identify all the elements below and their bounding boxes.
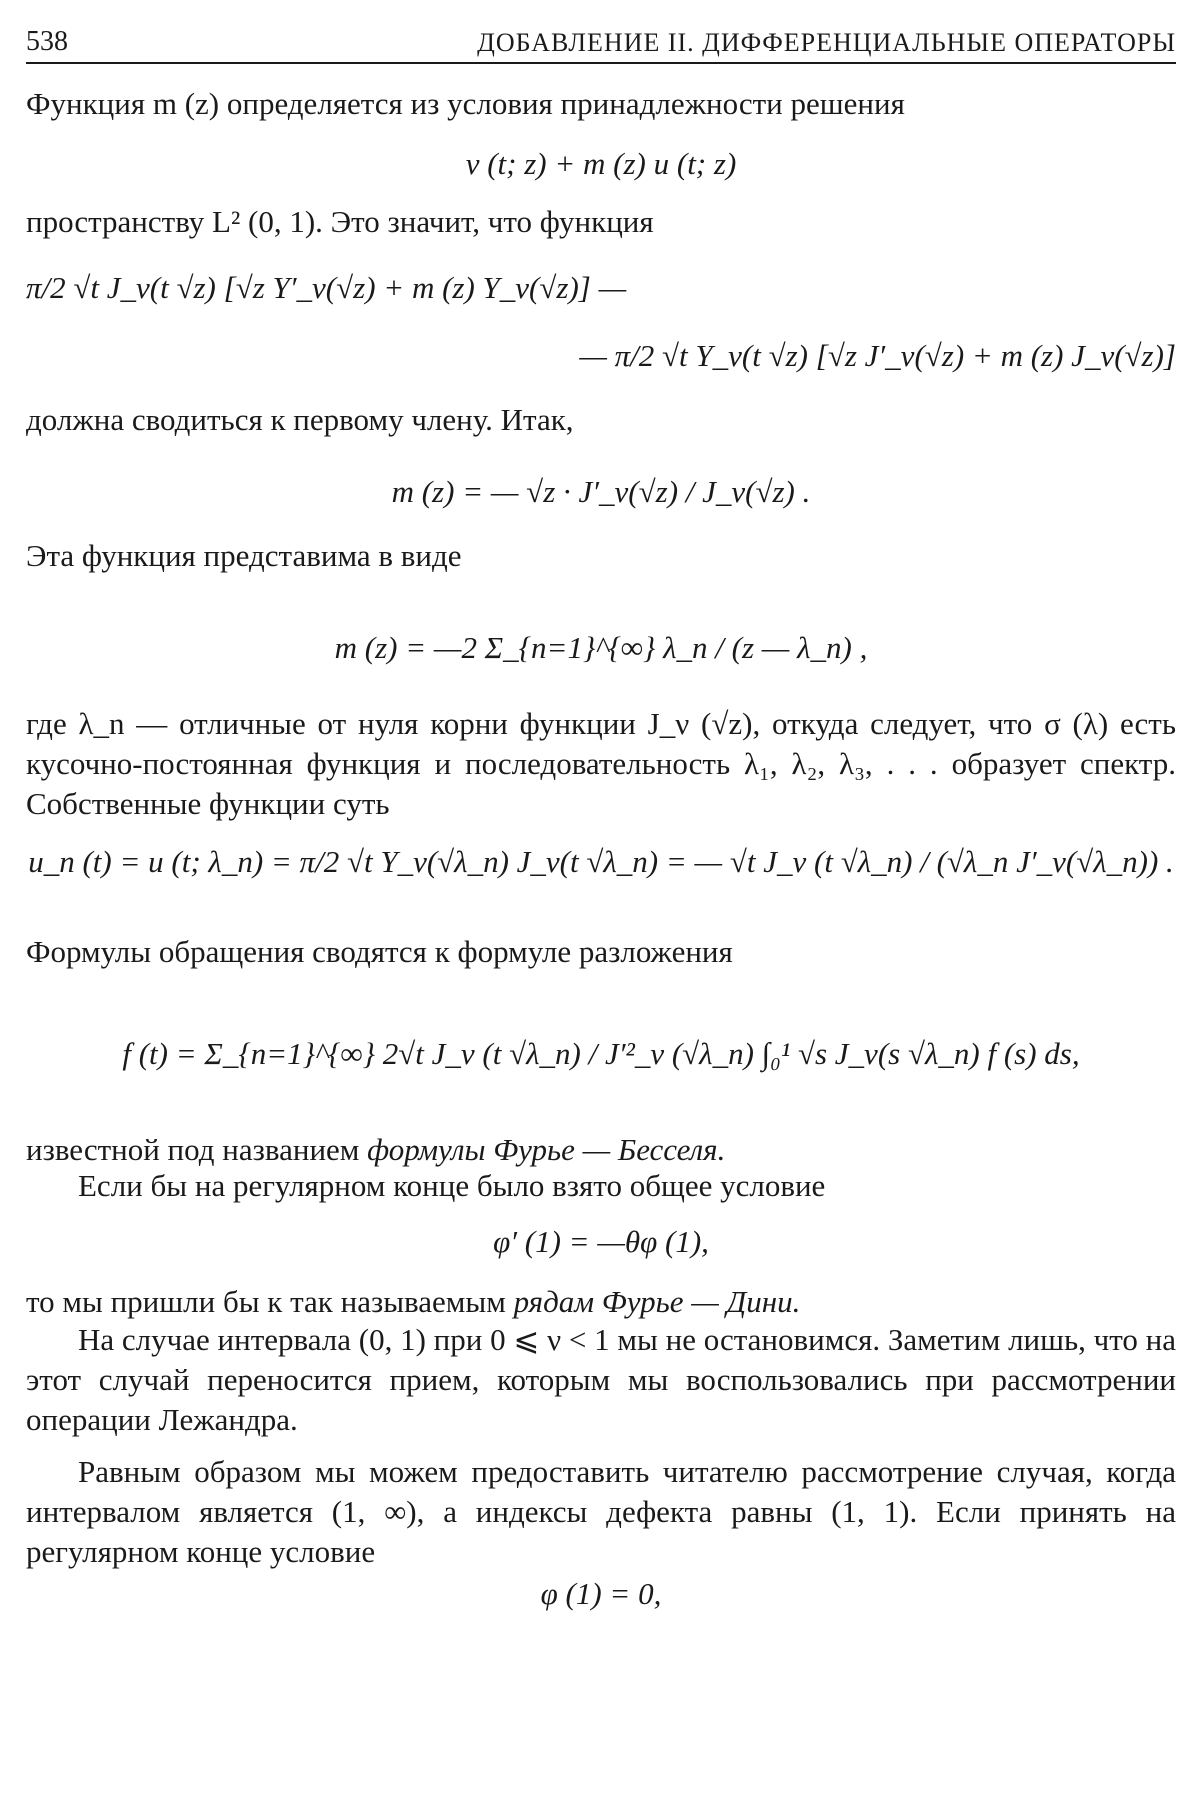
equation-1: v (t; z) + m (z) u (t; z) xyxy=(465,146,737,181)
term-fourier-bessel: формулы Фурье — Бесселя. xyxy=(367,1132,726,1167)
equation-8: φ (1) = 0, xyxy=(540,1576,662,1611)
equation-3: m (z) = — √z · J′_ν(√z) / J_ν(√z) . xyxy=(391,474,811,509)
paragraph-2: пространству L² (0, 1). Это значит, что функция xyxy=(26,204,654,239)
paragraph-4: Эта функция представима в виде xyxy=(26,538,462,573)
page-number: 538 xyxy=(26,26,68,57)
paragraph-10: На случае интервала (0, 1) при 0 ⩽ ν < 1 мы не остановимся. Заметим лишь, что на этот случай переносится прием, которым мы воспользовались при рассмотрении операции Лежандра. xyxy=(26,1322,1176,1437)
term-fourier-dini: рядам Фурье — Дини. xyxy=(513,1284,801,1319)
paragraph-9: то мы пришли бы к так называемым рядам Фурье — Дини. xyxy=(26,1284,801,1319)
paragraph-8: Если бы на регулярном конце было взято общее условие xyxy=(78,1168,826,1203)
paragraph-6: Формулы обращения сводятся к формуле разложения xyxy=(26,934,733,969)
equation-4: m (z) = —2 Σ_{n=1}^{∞} λ_n / (z — λ_n) , xyxy=(334,630,868,665)
equation-2a: π/2 √t J_ν(t √z) [√z Y′_ν(√z) + m (z) Y_ν(√z)] — xyxy=(26,270,627,305)
paragraph-1: Функция m (z) определяется из условия принадлежности решения xyxy=(26,86,905,121)
paragraph-5: где λ_n — отличные от нуля корни функции J_ν (√z), откуда следует, что σ (λ) есть кусочно-постоянная функция и последовательность λ₁, λ₂, λ₃, . . . образует спектр. Собственные функции суть xyxy=(26,706,1176,821)
paragraph-11: Равным образом мы можем предоставить читателю рассмотрение случая, когда интервалом является (1, ∞), а индексы дефекта равны (1, 1). Если принять на регулярном конце условие xyxy=(26,1454,1176,1569)
paragraph-7: известной под названием формулы Фурье — Бесселя. xyxy=(26,1132,726,1167)
equation-7: φ′ (1) = —θφ (1), xyxy=(493,1224,709,1259)
page-header xyxy=(26,22,1176,64)
equation-6: f (t) = Σ_{n=1}^{∞} 2√t J_ν (t √λ_n) / J′²_ν (√λ_n) ∫₀¹ √s J_ν(s √λ_n) f (s) ds, xyxy=(122,1036,1080,1071)
book-page xyxy=(26,0,1176,1793)
paragraph-3: должна сводиться к первому члену. Итак, xyxy=(26,402,574,437)
equation-2b: — π/2 √t Y_ν(t √z) [√z J′_ν(√z) + m (z) J_ν(√z)] xyxy=(579,338,1176,373)
running-head: ДОБАВЛЕНИЕ II. ДИФФЕРЕНЦИАЛЬНЫЕ ОПЕРАТОРЫ xyxy=(477,28,1176,57)
equation-5: u_n (t) = u (t; λ_n) = π/2 √t Y_ν(√λ_n) J_ν(t √λ_n) = — √t J_ν (t √λ_n) / (√λ_n J′_ν(√λ_n)) . xyxy=(28,844,1174,879)
